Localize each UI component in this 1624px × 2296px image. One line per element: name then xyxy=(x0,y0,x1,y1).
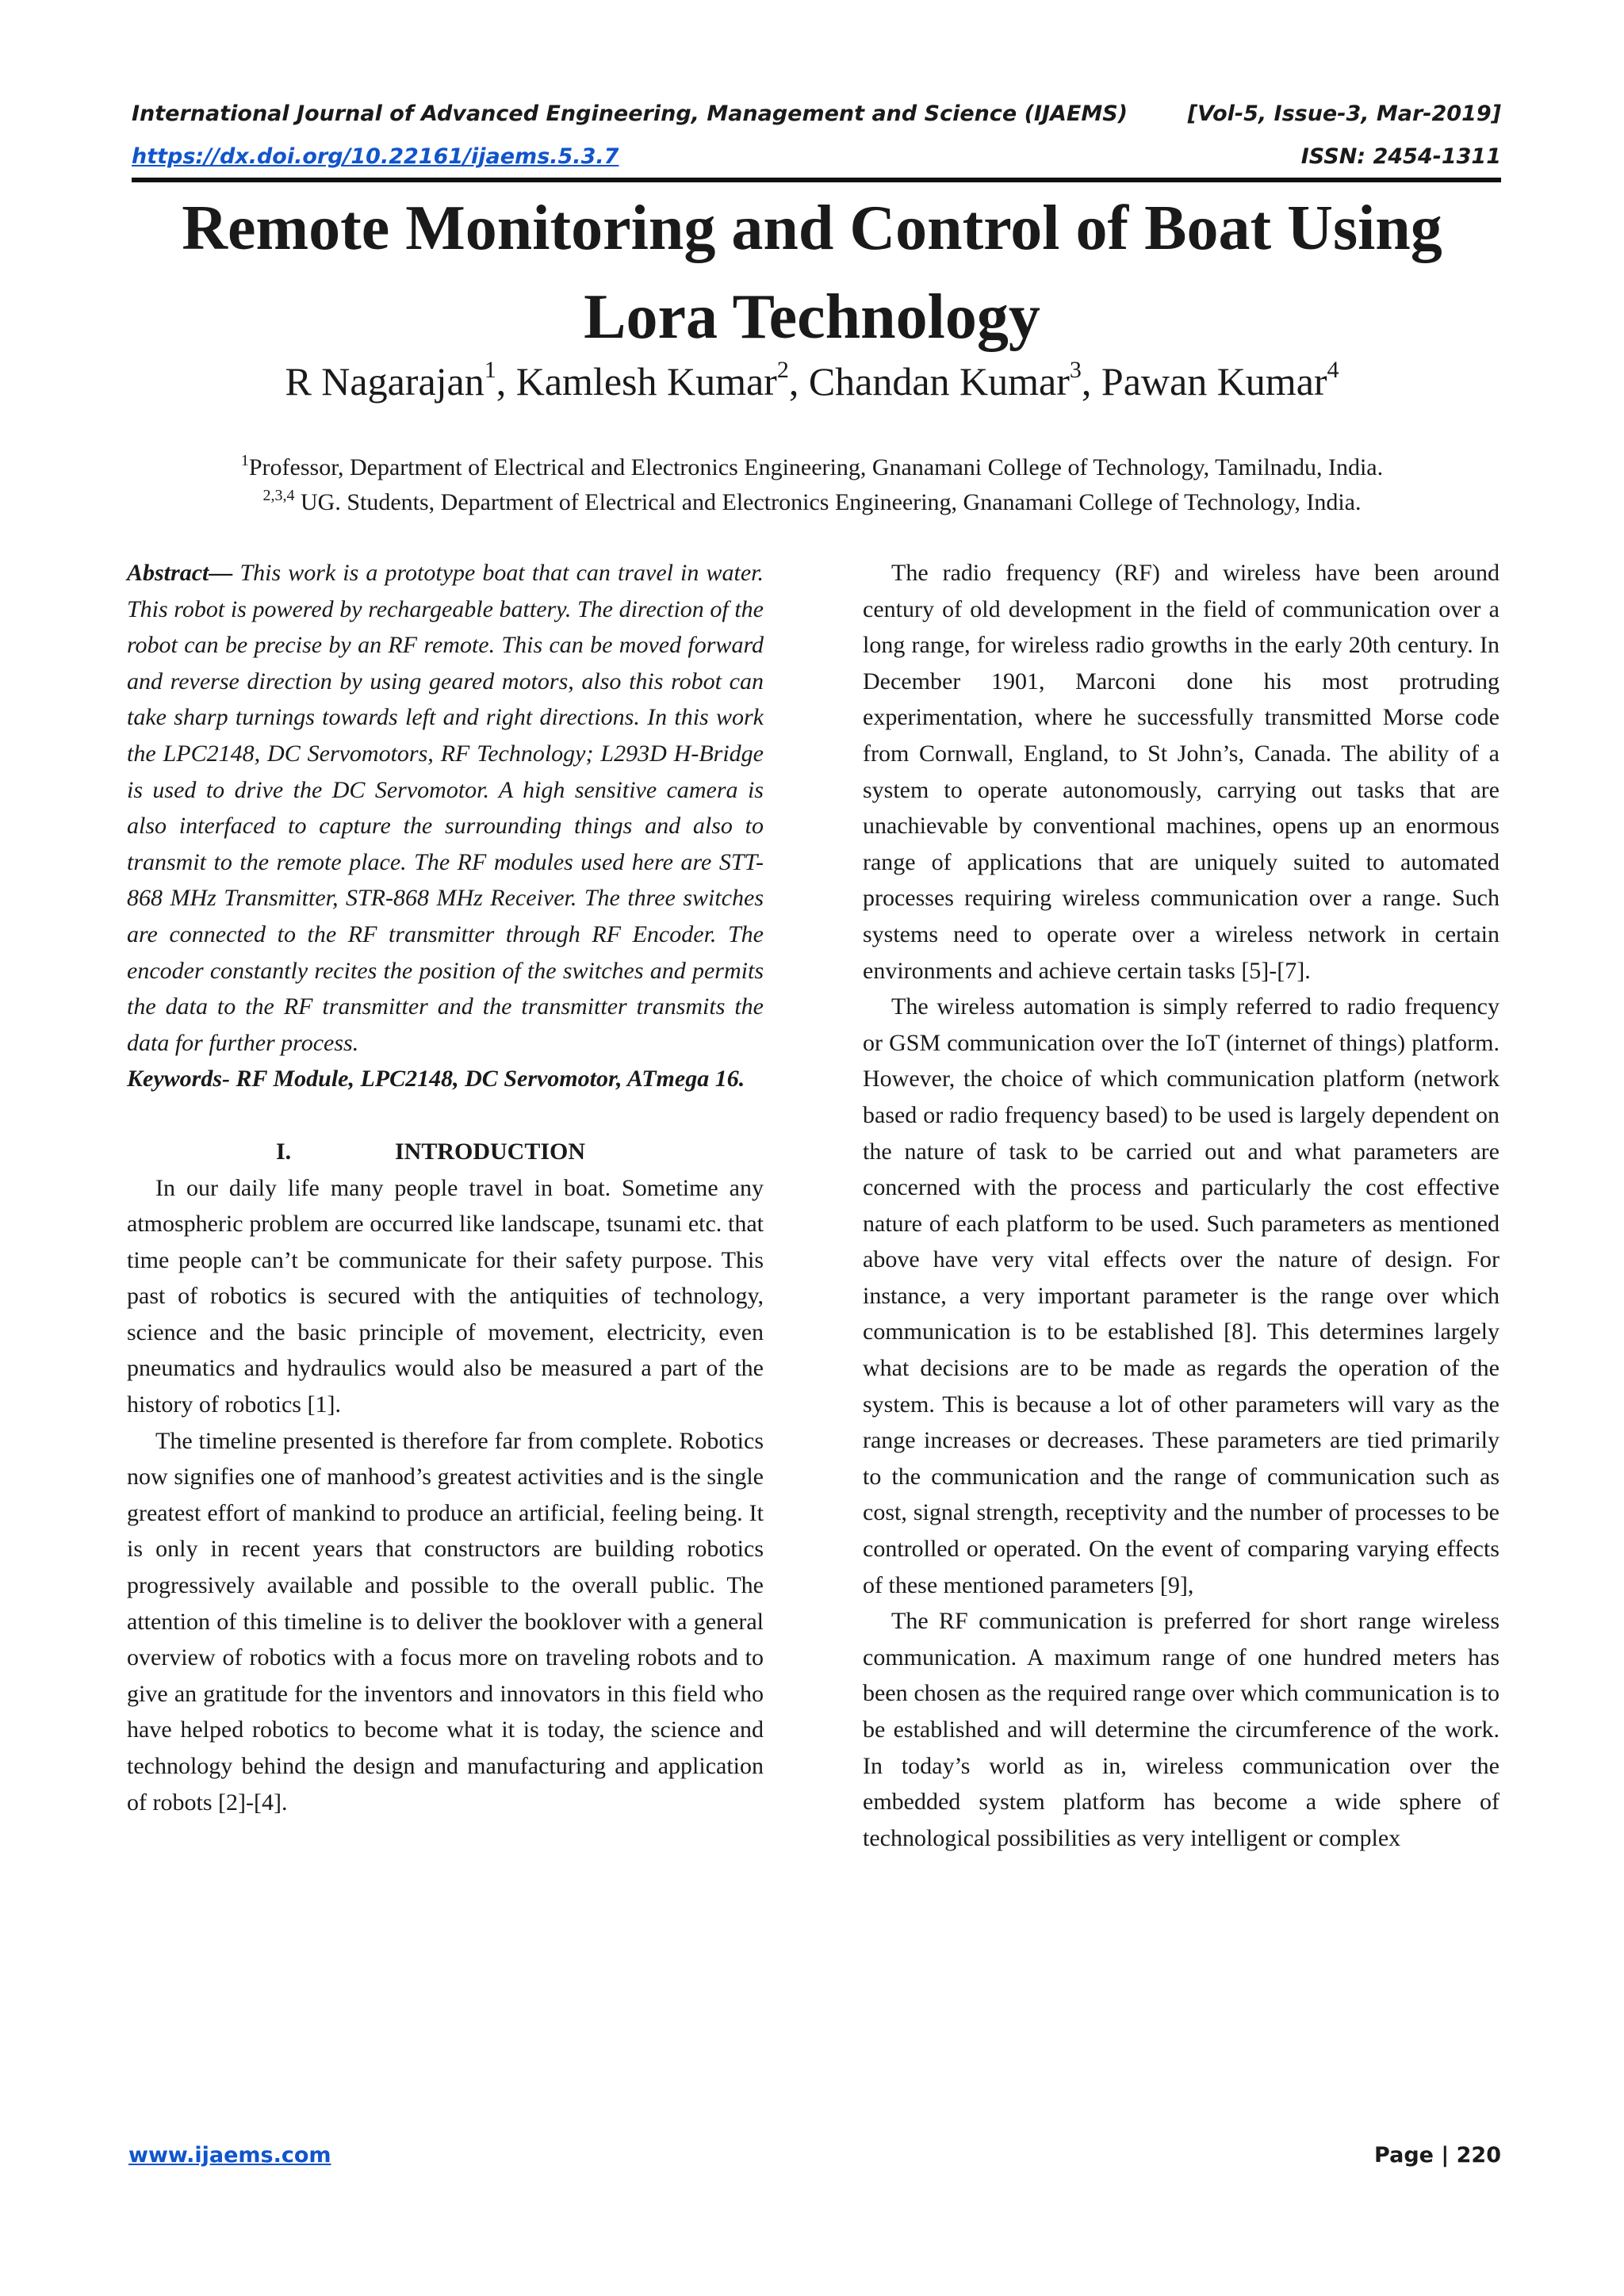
body-paragraph: The timeline presented is therefore far from complete. Robotics now signifies one of manhood’s greatest activities and is the single greatest effort of mankind to produce an artificial, feeling being. It is only in recent years that constructors are building robotics progressively available and possible to the overall public. The attention of this timeline is to deliver the booklover with a general overview of robotics with a focus more on traveling robots and to give an gratitude for the inventors and innovators in this field who have helped robotics to become what it is today, the science and technology behind the design and manufacturing and application of robots [2]-[4]. xyxy=(127,1427,764,1816)
author-sup: 2 xyxy=(776,357,789,383)
author-sep: , xyxy=(788,359,809,404)
author-name: Kamlesh Kumar xyxy=(515,359,777,404)
keywords: Keywords- RF Module, LPC2148, DC Servomotor, ATmega 16. xyxy=(127,1066,745,1093)
affiliation-sup: 2,3,4 xyxy=(262,487,295,504)
abstract-label: Abstract— xyxy=(127,560,233,586)
abstract-text: This work is a prototype boat that can travel in water. This robot is powered by rechargeable battery. The direction of the robot can be precise by an RF remote. This can be moved forward and reverse direction by using geared motors, also this robot can take sharp turnings towards left and right directions. In this work the LPC2148, DC Servomotors, RF Technology; L293D H-Bridge is used to drive the DC Servomotor. A high sensitive camera is also interfaced to capture the surrounding things and also to transmit to the remote place. The RF modules used here are STT-868 MHz Transmitter, STR-868 MHz Receiver. The three switches are connected to the RF transmitter through RF Encoder. The encoder constantly recites the position of the switches and permits the data to the RF transmitter and the transmitter transmits the data for further process. xyxy=(127,560,764,1056)
left-column xyxy=(127,555,764,1820)
author-name: Chandan Kumar xyxy=(808,359,1070,404)
section-heading xyxy=(127,1134,764,1170)
abstract xyxy=(127,555,764,1061)
body-paragraph: The wireless automation is simply referred to radio frequency or GSM communication over the IoT (internet of things) platform. However, the choice of which communication platform (network based or radio frequency based) to be used is largely dependent on the nature of task to be carried out and what parameters are concerned with the process and particularly the cost effective nature of each platform to be used. Such parameters as mentioned above have very vital effects over the nature of design. For instance, a very important parameter is the range over which communication is to be established [8]. This determines largely what decisions are to be made as regards the operation of the system. This is because a lot of other parameters will vary as the range increases or decreases. These parameters are tied primarily to the communication and the range of communication such as cost, signal strength, receptivity and the number of processes to be controlled or operated. On the event of comparing varying effects of these mentioned parameters [9], xyxy=(863,993,1500,1598)
section-number: I. xyxy=(276,1138,292,1165)
author-name: R Nagarajan xyxy=(285,359,485,404)
title-line-1: Remote Monitoring and Control of Boat Using xyxy=(182,193,1442,263)
affiliation-2 xyxy=(79,485,1545,520)
right-column xyxy=(863,555,1500,1856)
journal-name: International Journal of Advanced Engineering, Management and Science (IJAEMS) xyxy=(132,101,1128,126)
title-line-2: Lora Technology xyxy=(584,282,1040,352)
affiliation-sup: 1 xyxy=(240,452,249,469)
affiliation-text: UG. Students, Department of Electrical and Electronics Engineering, Gnanamani College of Technology, India. xyxy=(294,489,1362,515)
author-sup: 3 xyxy=(1069,357,1082,383)
page-number: Page | 220 xyxy=(1374,2143,1501,2168)
header-rule xyxy=(132,178,1501,182)
author-sep: , xyxy=(496,359,516,404)
affiliation-text: Professor, Department of Electrical and Electronics Engineering, Gnanamani College of Technology, Tamilnadu, India. xyxy=(248,454,1384,480)
doi-link[interactable]: https://dx.doi.org/10.22161/ijaems.5.3.7 xyxy=(132,144,619,169)
author-list xyxy=(79,354,1545,409)
section-title: INTRODUCTION xyxy=(395,1138,586,1165)
author-sup: 4 xyxy=(1327,357,1339,383)
issn: ISSN: 2454-1311 xyxy=(1300,144,1501,169)
author-sep: , xyxy=(1081,359,1101,404)
website-link[interactable]: www.ijaems.com xyxy=(128,2143,331,2168)
affiliation-1 xyxy=(79,450,1545,485)
body-paragraph: In our daily life many people travel in boat. Sometime any atmospheric problem are occurred like landscape, tsunami etc. that time people can’t be communicate for their safety purpose. This past of robotics is secured with the antiquities of technology, science and the basic principle of movement, electricity, even pneumatics and hydraulics would also be measured a part of the history of robotics [1]. xyxy=(127,1174,764,1418)
author-sup: 1 xyxy=(484,357,496,383)
author-name: Pawan Kumar xyxy=(1101,359,1327,404)
body-paragraph: The radio frequency (RF) and wireless have been around century of old development in the field of communication over a long range, for wireless radio growths in the early 20th century. In December 1901, Marconi done his most protruding experimentation, where he successfully transmitted Morse code from Cornwall, England, to St John’s, Canada. The ability of a system to operate autonomously, carrying out tasks that are unachievable by conventional machines, opens up an enormous range of applications that are uniquely suited to automated processes requiring wireless communication over a range. Such systems need to operate over a wireless network in certain environments and achieve certain tasks [5]-[7]. xyxy=(863,560,1500,984)
paper-title xyxy=(79,184,1545,362)
volume-info: [Vol-5, Issue-3, Mar-2019] xyxy=(1187,101,1501,126)
body-paragraph: The RF communication is preferred for short range wireless communication. A maximum range of one hundred meters has been chosen as the required range over which communication is to be established and will determine the circumference of the work. In today’s world as in, wireless communication over the embedded system platform has become a wide sphere of technological possibilities as very intelligent or complex xyxy=(863,1608,1500,1851)
